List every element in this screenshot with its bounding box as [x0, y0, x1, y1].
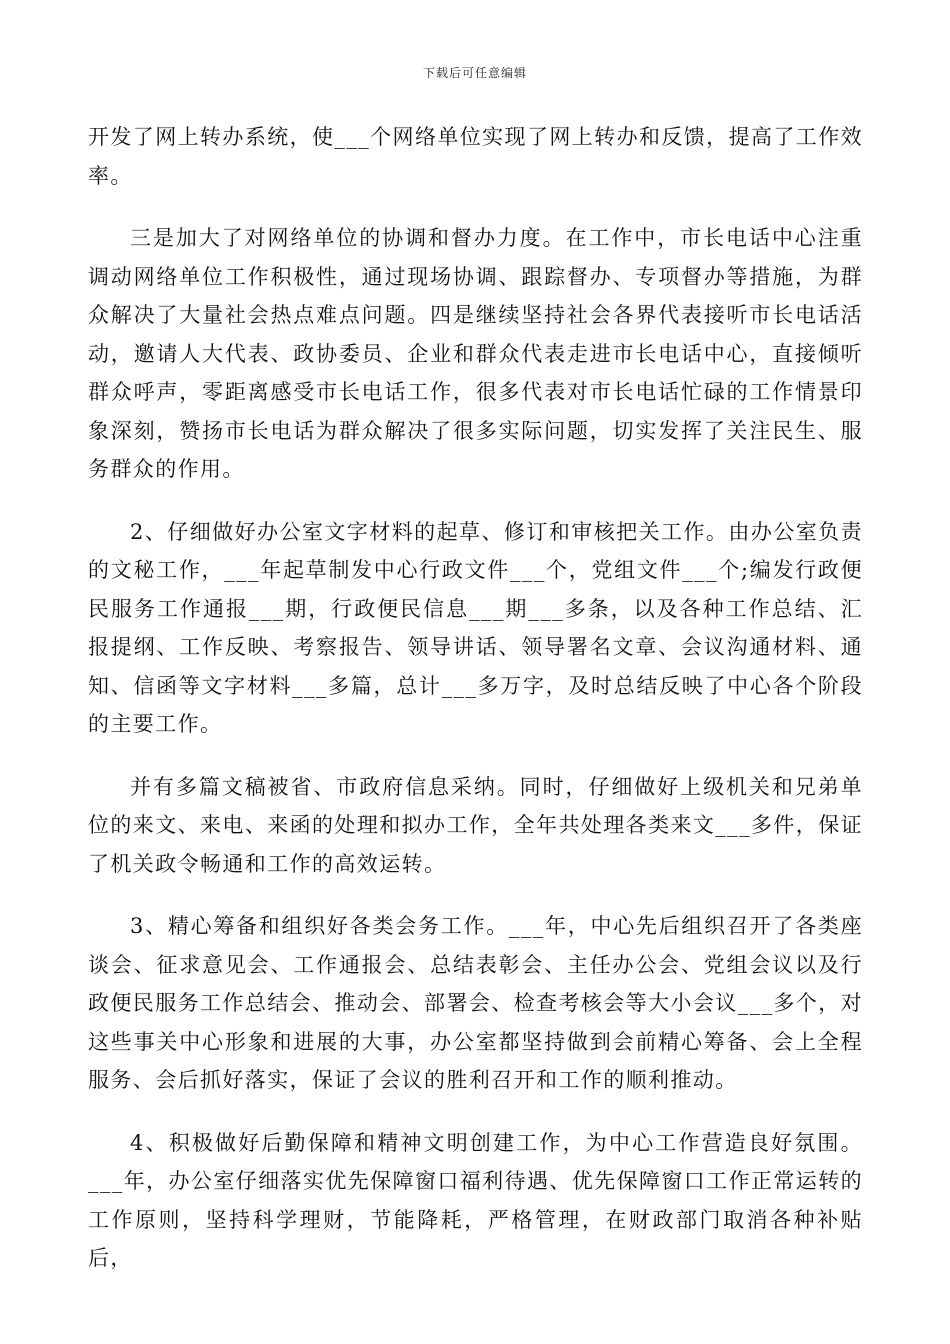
- paragraph-6: 4、积极做好后勤保障和精神文明创建工作，为中心工作营造良好氛围。___年，办公室仔细落实优先保障窗口福利待遇、优先保障窗口工作正常运转的工作原则，坚持科学理财，节能降耗，严格管理，在财政部门取消各种补贴后，: [88, 1130, 863, 1270]
- paragraph-1: 开发了网上转办系统，使___个网络单位实现了网上转办和反馈，提高了工作效率。: [88, 125, 863, 188]
- paragraph-3: 2、仔细做好办公室文字材料的起草、修订和审核把关工作。由办公室负责的文秘工作，___年起草制发中心行政文件___个，党组文件___个;编发行政便民服务工作通报___期，行政便民信息___期___多条，以及各种工作总结、汇报提纲、工作反映、考察报告、领导讲话、领导署名文章、会议沟通材料、通知、信函等文字材料___多篇，总计___多万字，及时总结反映了中心各个阶段的主要工作。: [88, 519, 863, 736]
- document-body: [88, 118, 863, 1302]
- paragraph-4: 并有多篇文稿被省、市政府信息采纳。同时，仔细做好上级机关和兄弟单位的来文、来电、来函的处理和拟办工作，全年共处理各类来文___多件，保证了机关政令畅通和工作的高效运转。: [88, 774, 863, 876]
- paragraph-2: 三是加大了对网络单位的协调和督办力度。在工作中，市长电话中心注重调动网络单位工作积极性，通过现场协调、跟踪督办、专项督办等措施，为群众解决了大量社会热点难点问题。四是继续坚持社会各界代表接听市长电话活动，邀请人大代表、政协委员、企业和群众代表走进市长电话中心，直接倾听群众呼声，零距离感受市长电话工作，很多代表对市长电话忙碌的工作情景印象深刻，赞扬市长电话为群众解决了很多实际问题，切实发挥了关注民生、服务群众的作用。: [88, 226, 863, 481]
- paragraph-5: 3、精心筹备和组织好各类会务工作。___年，中心先后组织召开了各类座谈会、征求意见会、工作通报会、总结表彰会、主任办公会、党组会议以及行政便民服务工作总结会、推动会、部署会、检查考核会等大小会议___多个，对这些事关中心形象和进展的大事，办公室都坚持做到会前精心筹备、会上全程服务、会后抓好落实，保证了会议的胜利召开和工作的顺利推动。: [88, 914, 863, 1092]
- page-header: 下载后可任意编辑: [422, 66, 527, 80]
